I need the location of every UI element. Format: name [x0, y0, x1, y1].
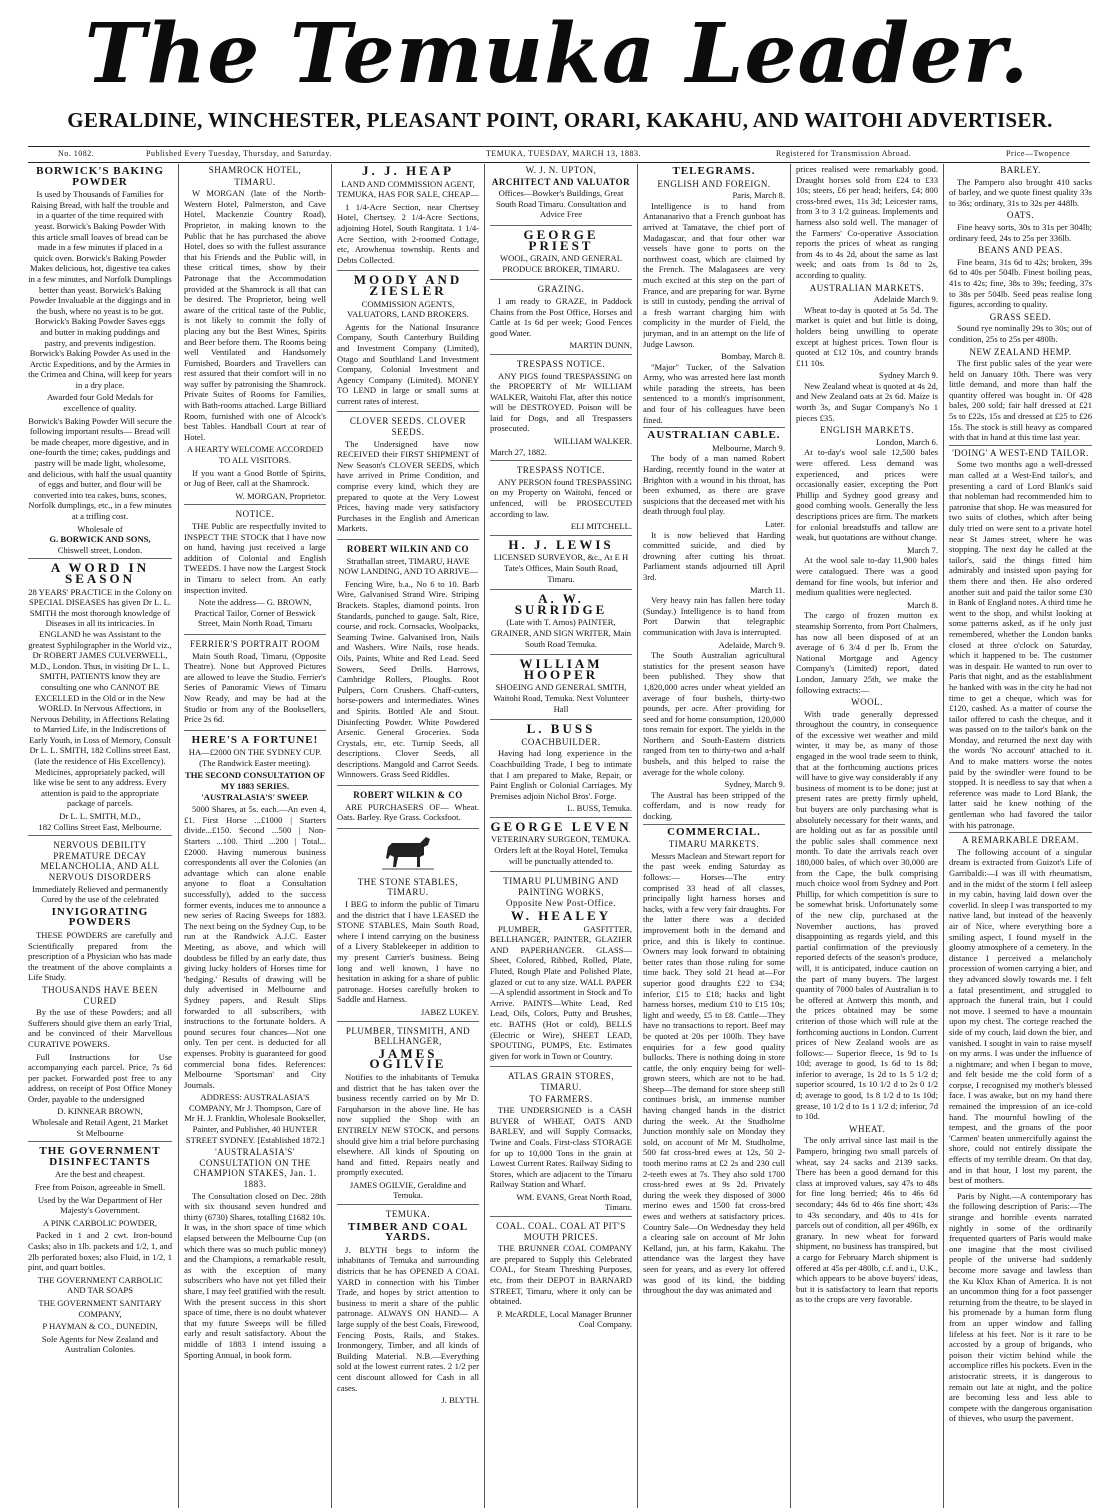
advert-body: THE UNDERSIGNED is a CASH BUYER of WHEAT, OATS AND BARLEY, and will Supply Cornsacks, Twine and Coals. First-class STORAGE for up to 10,000 Tons in the grain at Lowest Current Rates. Railway Siding to Stores, which are adjacent to the Timaru Railway Station and Wharf. [490, 1105, 632, 1190]
advert-title: SHAMROCK HOTEL, [208, 165, 302, 175]
article-body: Some two months ago a well-dressed man called at a West-End tailor's, and presenting a card of Lord Blank's said that nobleman had recommended him to patronise that shop. He was measured for two suits of clothes, which after being duly tried on were sent to a private hotel near St James street, where he was stopping. The next day he called at the tailor's, said the things fitted him admirably and insisted upon paying for them there and then. He also ordered another suit and paid the tailor some £30 in Bank of England notes. A third time he went to the shop, and whilst looking at some patterns asked, as if he only just remembered, whether the London banks closed at three o'clock on Saturday, which it happened to be. The customer was in despair. He wanted to run over to Paris that night, and as the establishment he banked with was in the city he had not time to get a cheque, which was for £120, cashed. As a matter of course the tailor offered to cash the cheque, and it was passed on to the tailor's bank on the Monday, and returned the next day with the words 'No account' attached to it. And to make matters worse the notes paid by the swindler were found to be stopped. It is needless to say that when a reference was made to Lord Blank, the latter said he knew nothing of the gentleman who had favored the tailor with his patronage. [949, 459, 1092, 830]
top-rule [28, 146, 1090, 147]
advert-signature: Chiswell street, London. [57, 544, 143, 555]
advert-title: W. HEALEY [510, 908, 612, 924]
article-body: Paris by Night.—A contemporary has the following description of Paris:—The strange and horrible events narrated nightly in some of the ordinarily frequented quarters of Paris would make one imagine that the most civilised people of the universe had suddenly become more savage and lawless than the Ku Klux Khan of America. It is not an uncommon thing for a foot passenger returning from the theatre, to be slayed in his promenade by a human form flung from an upper window and falling lifeless at his feet. Nor is it rare to be accosted by a group of brigands, who poison their victim behind while the accomplice rifles his pockets. Even in the aristocratic streets, it is dangerous to remain out late at night, and the police are becoming less and less able to compete with the dangerous organisation of thieves, who usurp the pavement. [949, 1188, 1092, 1424]
column-2 [184, 164, 326, 1508]
article-body: New Zealand wheat is quoted at 4s 2d, and New Zealand oats at 2s 6d. Maize is worth 3s, and Sugar Company's No 1 pieces £35. [796, 380, 938, 423]
advert-body: LICENSED SURVEYOR, &c., At E H Tate's Offices, Main South Road, Timaru. [493, 552, 629, 584]
advert-title: THE GOVERNMENT DISINFECTANTS [39, 1145, 161, 1168]
article-body: The only arrival since last mail is the Pampero, bringing two small parcels of wheat, say 24 sacks and 2139 sacks. There has been a good demand for this class at improved values, say 47s to 48s for fine long berried; 46s to 46s 6d secondary; 44s 6d to 46s fine short; 43s to 43s secondary, and 40s to 41s for parcels out of condition, all per 496lb, ex granary. In new wheat for forward shipment, no business has transpired, but a cargo for February March shipment is offered at 45s per 480lb, c.f. and i., U.K., which appears to be above buyers' ideas, but it is satisfactory to learn that reports as to the crops are very favorable. [796, 1135, 938, 1305]
advert-signature: ELI MITCHELL. [570, 521, 632, 532]
horse-illustration [380, 833, 436, 873]
column-rule [484, 164, 485, 1508]
advert-signature: WILLIAM WALKER. [553, 436, 632, 447]
advert-heap [337, 166, 479, 271]
advert-title: JAMES OGILVIE [369, 1045, 447, 1072]
advert-body: Having had long experience in the Coachbuilding Trade, I beg to intimate that I am prepared to Make, Repair, or Paint English or Colonial Carriages. My Premises adjoin Nichol Bros'. Forge. [490, 748, 632, 801]
advert-signature: JABEZ LUKEY. [420, 1006, 479, 1017]
advert-body: By the use of these Powders; and all Sufferers should give them an early Trial, and be convinced of their Marvellous CURATIVE POWERS. [28, 1007, 172, 1049]
page-columns [28, 164, 1092, 1508]
section-subheading: TIMARU MARKETS. [668, 839, 760, 850]
dateline-place: Bombay, March 8. [721, 351, 785, 362]
advert-subtitle: TO FARMERS. [529, 1093, 593, 1104]
advert-title: A WORD IN SEASON [50, 560, 150, 586]
advert-body: Notifies to the inhabitants of Temuka and district that he has taken over the business recently carried on by Mr D. Farquharson in the above line. He has now supplied the Shop with an ENTIRELY NEW STOCK, and persons should give him a trial before purchasing elsewhere. All kinds of Spouting on hand and fitted. Repairs neatly and promptly executed. [337, 1071, 479, 1178]
column-3 [337, 164, 479, 1508]
section-subheading: OATS. [1006, 210, 1035, 221]
dateline-place: March 11. [750, 584, 785, 595]
advert-body: Used by the War Department of Her Majesty's Government. [37, 1194, 163, 1216]
article-body: "Major" Tucker, of the Salvation Army, who was arrested here last month while parading the streets, has been sentenced to a month's imprisonment, and four of his colleagues have been fined. [643, 361, 785, 425]
advert-title: NOTICE. [235, 509, 275, 520]
article-body: At to-day's wool sale 12,500 bales were offered. Less demand was experienced, and prices were occasionally easier, excepting the Port Phillip and Sydney good greasy and good combing wools. Generally the less descriptions prices are firm. The markets for colonial breadstuffs and tallow are weak, but quotations are without change. [796, 447, 938, 543]
section-subheading: AUSTRALIAN MARKETS. [809, 282, 925, 293]
advert-signature: W. MORGAN, Proprietor. [235, 490, 326, 501]
column-5 [643, 164, 785, 1508]
advert-body: Immediately Relieved and permanently Cured by the use of the celebrated [32, 883, 168, 905]
article-body: With trade generally depressed throughout the country, in consequence of the excessive wet weather and mild winter, it may be, as many of those engaged in the wool trade seem to think, that at the forthcoming auctions prices will have to give way considerably if any business of moment is to be done; just at present rates are pretty firmly upheld, but buyers are only purchasing what is absolutely necessary for their wants, and are holding out as far as possible until the public sales shall commence next month. To date the arrivals reach over 180,000 bales, of which over 30,000 are from the Cape, the bulk comprising much choice wool from Sydney and Port Phillip, for which competition is sure to be somewhat brisk. Unfortunately some of the new clip, purchased at the November auctions, has proved disappointing as regards yield, and this partial confirmation of the previously reported defects of the season's produce, will, it is anticipated, induce caution on the part of many buyers. The largest quantity of 7000 bales of Australian is to be offered at Antwerp this month, and the prices obtained may be some criterion of those which will rule at the forthcoming auctions in London. Current prices of New Zealand wools are as follows:— Superior fleece, 1s 9d to 1s 10d; average to good, 1s 6d to 1s 8d; inferior to average, 1s 2d to 1s 5 1/2 d; superior scoured, 1s 10 1/2 d to 2s 0 1/2 d; average to good, 1s 8 1/2 d to 1s 10d; grease, 10 1/2 d to 1s 1 1/2 d; inferior, 7d to 10d. [796, 708, 938, 1122]
advert-fortune [184, 735, 326, 1365]
advert-ferrier [184, 639, 326, 731]
advert-lewis [490, 536, 632, 590]
advert-title: TRESPASS NOTICE. [516, 358, 606, 369]
advert-title: INVIGORATING POWDERS [51, 905, 149, 929]
advert-body: Full Instructions for Use accompanying each parcel. Price, 7s 6d per packet. Forwarded post free to any address, on receipt of Post Office Money Order, payable to the undersigned [28, 1051, 172, 1104]
advert-title: GRAZING. [537, 284, 585, 295]
advert-title: WILLIAM HOOPER [519, 656, 603, 682]
advert-subtitle: TEMUKA. [385, 1209, 431, 1220]
section-heading: COMMERCIAL. [643, 824, 785, 838]
newspaper-title: The Temuka Leader. [84, 6, 1030, 102]
column-rule [943, 164, 944, 1508]
advert-wilkin [337, 544, 479, 786]
advert-body: SHOEING AND GENERAL SMITH, Waitohi Road, Temuka. Next Volunteer Hall [493, 682, 629, 714]
dateline-place: London, March 6. [875, 436, 938, 447]
section-heading: AUSTRALIAN CABLE. [643, 427, 785, 441]
advert-signature: Wholesale and Retail Agent, 21 Market St Melbourne [31, 1117, 169, 1138]
advert-title: ROBERT WILKIN AND CO [346, 544, 470, 554]
advert-body: VETERINARY SURGEON, TEMUKA. Orders left at the Royal Hotel, Temuka will be punctually attended to. [491, 834, 631, 866]
advert-title: GEORGE PRIEST [523, 226, 599, 253]
advert-body: THE BRUNNER COAL COMPANY are prepared to Supply this Celebrated COAL, for Steam Threshing Purposes, etc, from their DEPOT in BARNARD STREET, Timaru, where it only can be obtained. [490, 1243, 632, 1307]
advert-title: A. W. SURRIDGE [514, 591, 608, 617]
advert-shamrock-hotel [184, 165, 326, 505]
issue-date: TEMUKA, TUESDAY, MARCH 13, 1883. [486, 149, 641, 158]
advert-date: March 27, 1882. [490, 446, 547, 457]
advert-surridge [490, 591, 632, 655]
advert-body: LAND AND COMMISSION AGENT, TEMUKA, HAS FOR SALE, CHEAP— [337, 178, 479, 200]
advert-body: PLUMBER, GASFITTER, BELLHANGER, PAINTER, GLAZIER AND PAPERHANGER. GLASS—Sheet, Colored, Ribbed, Rolled, Plate, Fluted, Rough Plate and Polished Plate, glazed or cut to any size. WALL PAPER—A splendid assortment in Stock and To Arrive. PAINTS—White Lead, Red Lead, Oils, Colors, Putty and Brushes, etc. BATHS (Hot or cold), BELLS (Electric or Wire), SHEET LEAD, SPOUTING, PUMPS, Etc. Estimates given for work in Town or Country. [490, 923, 632, 1061]
article-body: Fine beans, 31s 6d to 42s; broken, 39s 6d to 40s per 504lb. Finest boiling peas, 41s to 42s; fine, 38s to 39s; feeding, 37s to 38s per 504lb. Seed peas realise long figures, according to quality. [949, 256, 1092, 310]
masthead [0, 0, 1114, 150]
advert-disinfectants [28, 1146, 172, 1360]
article-body: Very heavy rain has fallen here today (Sunday.) Intelligence is to hand from Port Darwin that telegraphic communication with Java is interrupted. [643, 595, 785, 637]
registered-line: Registered for Transmission Abroad. [776, 149, 912, 158]
article-body: Intelligence is to hand from Antananarivo that a French gunboat has arrived at Tamatave, the chief port of Madagascar, and that four other war vessels have gone to ports on the northwest coast, which are claimed by the French. The Malagasees are very much excited at this step on the part of France, and are preparing for war. Byrne is still in custody, pending the arrival of a fresh warrant charging him with complicity in the murder of Field, the juryman, and in an attempt on the life of Judge Lawson. [643, 200, 785, 349]
advert-signature: Wholesale of [77, 523, 123, 534]
advert-wilkin-purchasers [337, 790, 479, 829]
newspaper-subtitle: GERALDINE, WINCHESTER, PLEASANT POINT, ORARI, KAKAHU, AND WAITOHI ADVERTISER. [67, 108, 1053, 132]
advert-leven [490, 818, 632, 872]
advert-title: THOUSANDS HAVE BEEN CURED [42, 984, 158, 1006]
advert-body: ANY PIGS found TRESPASSING on the PROPERTY of Mr WILLIAM WALKER, Waitohi Flat, after this notice will be DESTROYED. Poison will be laid for Dogs, and all Trespassers prosecuted. [490, 370, 632, 434]
advert-body: 28 YEARS' PRACTICE in the Colony on SPECIAL DISEASES has given Dr L. L. SMITH the most thorough knowledge of Diseases in all its intricacies. In ENGLAND he was Assistant to the greatest Syphilographer in the World viz., Dr ROBERT JAMES CULVERWELL, M.D., London. Thus, in visiting Dr L. L. SMITH, PATIENTS know they are consulting one who CANNOT BE EXCELLED in the Old or in the New WORLD. In Nervous Affections, in Nervous Debility, in Affections Relating to Married Life, in the Indiscretions of Early Youth, in Loss of Memory, Consult Dr L. L. SMITH, 182 Collins street East. (late the residence of His Excellency). Medicines, appropriately packed, will like wise be sent to any address. Every attention is paid to the appropriate package of parcels. [28, 586, 172, 809]
advert-body: THESE POWDERS are carefully and Scientifically prepared from the prescription of a Physician who has made the treatment of the above complaints a Life Study. [28, 929, 172, 983]
article-body: It is now believed that Harding committed suicide, and died by drowning after cutting his throat. Parliament stands adjourned till April 3rd. [643, 529, 785, 582]
advert-body: COMMISSION AGENTS, VALUATORS, LAND BROKERS. [347, 298, 469, 320]
advert-body: THE Public are respectfully invited to INSPECT THE STOCK that I have now on hand, having just received a large addition of Colonial and English TWEEDS. I have now the Largest Stock in Timaru to select from. An early inspection invited. [184, 521, 326, 595]
advert-nervous-debility [28, 840, 172, 1142]
dateline-place: Adelaide, March 9. [718, 639, 785, 650]
advert-body: ADDRESS: AUSTRALASIA'S COMPANY, Mr J. Thompson, Care of Mr H. J. Franklin, Wholesale Bookseller, Painter, and Publisher, 40 HUNTER STREET SYDNEY. [Established 1872.] [184, 1092, 326, 1145]
advert-body: 5000 Shares, at 5s. each.—An even 4, £1. First Horse ...£1000 | Starters divide...£150. Second ...500 | Non-Starters ...100. Third ...200 | Total...£2000. Having numerous business correspondents all over the Colonies (an advantage which can alone enable anyone to float a Consultation successfully), added to the success former events, induces me to announce a new series of Racing Sweeps for 1883. The next being on the Sydney Cup, to be run at the Randwick A.J.C. Easter Meeting, as above, and which will doubtless be filled by an early date, thus giving lucky holders of Horses time for 'hedging.' Results of drawing will be duly advertised in Melbourne and Sydney papers, and Result Slips forwarded to all subscribers, with instructions to the fortunate holders. A pound secures four chances—Not one only. Ten per cent. is deducted for all expenses. Probity is guaranteed for good commercial bona fides. References: Melbourne 'Sportsman' and City Journals. [184, 804, 326, 1090]
article-heading: 'DOING' A WEST-END TAILOR. [949, 445, 1092, 459]
dateline-place: Sydney, March 9. [724, 779, 785, 790]
section-heading: TELEGRAMS. [672, 165, 756, 177]
advert-signature: L. BUSS, Temuka. [567, 803, 632, 814]
advert-title: BORWICK'S BAKING POWDER [36, 165, 164, 188]
advert-body: ARE PURCHASERS OF— Wheat. Oats. Barley. Rye Grass. Cocksfoot. [337, 801, 479, 823]
advert-upton [490, 165, 632, 226]
article-body: The first public sales of the year were held on January 10th. There was very little demand, and more than half the quantity offered was bought in. Of 428 bales, 200 sold; fair half dressed at £21 5s to £22s, 15s and dressed at £25 to £26 15s. The stock is still heavy as compared with that in hand at this time last year. [949, 358, 1092, 443]
advert-signature: 182 Collins Street East, Melbourne. [38, 821, 162, 832]
advert-title: H. J. LEWIS [508, 536, 614, 552]
advert-title: MOODY AND ZIESLER [353, 272, 463, 298]
advert-body: Strathallan street, TIMARU, HAVE NOW LANDING, AND TO ARRIVE— [338, 555, 478, 577]
advert-title: TIMBER AND COAL YARDS. [347, 1220, 469, 1244]
column-rule [790, 164, 791, 1508]
advert-body: Packed in 1 and 2 cwt. Iron-bound Casks; also in 1lb. packets and 1/2, 1, and 2lb perforated boxes; also Fluid, in 1/2, 1 pint, and quart bottles. [28, 1230, 172, 1273]
advert-title: THE STONE STABLES, TIMARU. [357, 876, 459, 898]
section-subheading: WOOL. [851, 697, 883, 708]
issue-number: No. 1082. [58, 149, 95, 158]
advert-title: W. J. N. UPTON, [525, 165, 597, 175]
advert-title: TIMARU PLUMBING AND PAINTING WORKS, [503, 876, 619, 897]
advert-clover-seeds [337, 416, 479, 540]
advert-title: J. J. HEAP [361, 164, 455, 178]
advert-moody-ziesler [337, 272, 479, 412]
column-6 [796, 164, 938, 1508]
dateline-place: Melbourne, March 9. [711, 442, 785, 453]
article-body: Messrs Maclean and Stewart report for the past week ending Saturday as follows:— Horses—The entry comprised 33 head of all classes, principally light harness horses and hacks, with a few very fair draughts. For the latter there was a decided improvement both in the demand and price, and this is likely to continue. Owners may look forward to obtaining better rates than those ruling for some time back. They sold 21 head at—For superior good draughts £22 to £34; inferior, £15 to £18; hacks and light harness horses, medium £10 to £15 10s; light and weedy, £5 to £8. Cattle—They have no transactions to report. Beef may be quoted at 20s per 100lb. They have enquiries for a few good quality bullocks. There is nothing doing in store cattle, the only enquiry being for well-grown steers, which are not to be had. Sheep—The demand for store sheep still continues brisk, an immense number having changed hands in the district during the week. At the Studholme Junction monthly sale on Monday they sold, on account of Mr M. Studholme, 500 fat cross-bred ewes at 12s, 50 2-tooth merino rams at £2 2s and 230 cull 2-teeth ewes at 7s. They also sold 1700 cross-bred ewes at 9s 2d. Privately during the week they disposed of 3000 merino ewes and 1500 fat cross-bred ewes and wethers at satisfactory prices. Country Sale—On Wednesday they held a clearing sale on account of Mr John Kelland, jun, at his farm, Kakahu. The attendance was the largest they have seen for years, and as every lot offered was good of its kind, the bidding throughout the day was animated and [643, 850, 785, 1296]
article-body: At the wool sale to-day 11,900 bales were catalogued. There was a good demand for fine wools, but inferior and medium qualities were neglected. [796, 555, 938, 598]
advert-subtitle: PLUMBER, TINSMITH, AND BELLHANGER, [345, 1025, 471, 1047]
article-heading: A REMARKABLE DREAM. [949, 832, 1092, 846]
advert-title: ROBERT WILKIN & CO [353, 790, 463, 801]
article-body: Fine heavy sorts, 30s to 31s per 304lb; ordinary feed, 24s to 25s per 336lb. [949, 221, 1092, 243]
advert-body: Fencing Wire, b.a., No 6 to 10. Barb Wire, Galvanised Strand Wire. Striping Brackets. Staples, diamond points. Iron Standards, punched to gauge. Salt, Rice, course, and rock. Cornsacks, Woolpacks, Seaming Twine. Galvanised Iron, Nails and Washers. Wire Nails, rose heads. Oils, Paints, White and Red Lead. Seed Sowers, Seed Drills. Harrows, Cambridge Rollers, Ploughs. Root Pulpers, Corn Crushers. Chaff-cutters, horse-powers and intermediates. Wines and Spirits. Bottled Ale and Stout. Disinfecting Powder. White Powdered Arsenic. General Groceries. Soda Crystals, etc, etc. Turnip Seeds, all descriptions. Clover Seeds, all descriptions. Mangold and Carrot Seeds. Winnowers. Grass Seed Riddles. [337, 578, 479, 780]
advert-atlas [490, 1071, 632, 1217]
advert-title: TRESPASS NOTICE. [516, 465, 606, 476]
advert-body: A HEARTY WELCOME ACCORDED TO ALL VISITORS. [186, 444, 324, 466]
advert-signature: G. BORWICK AND SONS, [49, 534, 151, 545]
advert-body: The Consultation closed on Dec. 28th with six thousand seven hundred and thirty (6730) Shares, totalling £1682 10s. It was, in the short space of time which elapsed between the Melbourne Cup (on which there was so much public money) and the Champions, a remarkable result, as with the exception of many subscribers who have not yet filled their share, I may feel gratified with the result. With the present success in this short space of time, there is no doubt whatever that my future Sweeps will be filled early and result satisfactory. About the middle of 1883 I intend issuing a Sporting Annual, in book form. [184, 1190, 326, 1360]
advert-subtitle: ARCHITECT AND VALUATOR [491, 176, 631, 187]
dateline-place: Adelaide March 9. [873, 294, 938, 305]
advert-title: FERRIER'S PORTRAIT ROOM [190, 638, 320, 649]
dateline [28, 148, 1090, 162]
article-body: The following account of a singular dream is extracted from Guizot's Life of Garribaldi:—I was ill with rheumatism, and in the midst of the storm I fell asleep in my cabin, having laid down over the coverlid. In sleep I was transported to my native land, but instead of the heavenly air of Nice, where everything bore a smiling aspect, I found myself in the gloomy atmosphere of a cemetery. In the distance I perceived a melancholy procession of women carrying a bier, and they advanced slowly towards me. I felt a fatal presentiment, and struggled to approach the funeral train, but I could not move. I seemed to have a mountain upon my chest. The cortege reached the side of my couch, laid down the bier, and vanished. I sought in vain to raise myself on my arms. I was under the influence of a nightmare; and when I began to move, and felt beside me the cold form of a corpse, I recognised my mother's blessed face. I was awake, but on my hand there remained the impression of an ice-cold hand. The mournful howling of the tempest, and the groans of the poor 'Carmen' beaten unmercifully against the shore, could not entirely dissipate the effects of my terrible dream. On that day, and in that hour, I lost my parent, the best of mothers. [949, 846, 1092, 1186]
section-subheading: WHEAT. [848, 1123, 886, 1134]
advert-body: Offices—Bowker's Buildings, Great South Road Timaru. Consultation and Advice Free [495, 188, 627, 220]
dateline-place: Later. [765, 519, 785, 529]
column-rule [178, 164, 179, 1508]
advert-body: Is used by Thousands of Families for Raising Bread, with half the trouble and in a quarter of the time required with yeast. Borwick's Baking Powder With this article small loaves of bread can be made in a few minutes if placed in a quick oven. Borwick's Baking Powder Makes delicious, hot, digestive tea cakes in a few minutes, and Norfolk Dumplings better than yeast. Borwick's Baking Powder Invaluable at the diggings and in the bush, where no yeast is to be got. Borwick's Baking Powder Saves eggs and butter in making puddings and pastry, and prevents indigestion. Borwick's Baking Powder As used in the Arctic Expeditions, and by the Armies in the Crimea and China, will keep for years in a dry place. [28, 189, 172, 390]
advert-body: THE SECOND CONSULTATION OF MY 1883 SERIES. 'AUSTRALASIA'S' SWEEP. [185, 770, 325, 802]
advert-timber-coal [337, 1209, 479, 1409]
article-body: The cargo of frozen mutton ex steamship Sorrento, from Port Chalmers, has now all been disposed of at an average of 6 3/4 d per lb. From the National Mortgage and Agency Company's (Limited) report, dated London, January 25th, we make the following extracts:— [796, 610, 938, 695]
advert-body: Agents for the National Insurance Company, South Canterbury Building and Investment Company (Limited), Otago and Southland Land Investment Company, Colonial Investment and Agency Company (Limited). MONEY TO LEND in large or small sums at current rates of interest. [337, 321, 479, 406]
advert-title: ATLAS GRAIN STORES, TIMARU. [507, 1071, 615, 1092]
article-body: Sound rye nominally 29s to 30s; out of condition, 25s to 25s per 480lb. [949, 323, 1092, 344]
article-body: The Austral has been stripped of the cofferdam, and is now ready for docking. [643, 789, 785, 822]
advert-body: WOOL, GRAIN, AND GENERAL PRODUCE BROKER, TIMARU. [500, 253, 622, 274]
advert-body: Note the address— G. BROWN, Practical Tailor, Corner of Beswick Street, Main North Road, Timaru [194, 597, 316, 629]
advert-signature: MARTIN DUNN, [569, 340, 632, 351]
section-subheading: BARLEY. [1000, 165, 1041, 175]
advert-coal [490, 1221, 632, 1333]
column-rule [331, 164, 332, 1508]
advert-body: Borwick's Baking Powder Will secure the following important results— Bread will be made cheaper, more digestive, and in one-fourth the time; cakes, puddings and pastry will be made light, wholesome, and delicious, with half the usual quantity of eggs and butter, and flour will be converted into tea cakes, buns, scones, Norfolk dumplings, etc., in a few minutes at a trifling cost. [28, 415, 172, 521]
published-line: Published Every Tuesday, Thursday, and Saturday. [146, 149, 332, 158]
advert-body: Are the best and cheapest. [55, 1169, 145, 1180]
advert-signature: J. BLYTH. [441, 1395, 479, 1406]
advert-buss [490, 721, 632, 818]
section-subheading: GRASS SEED. [989, 311, 1052, 322]
advert-body: W MORGAN (late of the North-Western Hotel, Palmerston, and Cave Hotel, Mackenzie Country Road), Proprietor, in making known to the Public that he has purchased the above Hotel, does so with the fullest assurance that his Friends and the Public will, in these critical times, show by their Patronage that the Accommodation provided at the Shamrock is all that can be desired. The Proprietor, being well aware of the critical taste of the Public, is not likely to commit the folly of placing any but the Best Wines, Spirits and Beer before them. The Rooms being well Ventilated and Handsomely Furnished, Boarders and Travellers can rest assured that their comfort will in no way suffer by patronising the Shamrock. Private Suites of Rooms for Families, with Bath-rooms attached. Large Billiard Room, furnished with one of Alcock's best Tables. Handball Court at rear of Hotel. [184, 188, 326, 442]
section-subheading: BEANS AND PEAS. [978, 245, 1063, 256]
advert-body: The Undersigned have now RECEIVED their FIRST SHIPMENT of New Season's CLOVER SEEDS, which have arrived in Prime Condition, and comprise every kind, which they are prepared to quote at the Very Lowest Prices, having made very satisfactory Purchases in the English and American Markets. [337, 438, 479, 534]
advert-grazing [490, 284, 632, 355]
column-1 [28, 164, 172, 1508]
section-subheading: ENGLISH MARKETS. [819, 425, 914, 436]
advert-title: CLOVER SEEDS. CLOVER SEEDS. [349, 416, 467, 438]
advert-ogilvie [337, 1026, 479, 1206]
advert-title: 'AUSTRALASIA'S' CONSULTATION ON THE CHAMPION STAKES, Jan. 1. 1883. [193, 1147, 317, 1190]
advert-body: THE GOVERNMENT SANITARY COMPANY, [38, 1297, 162, 1319]
advert-title: NERVOUS DEBILITY PREMATURE DECAY MELANCHOLIA, AND ALL NERVOUS DISORDERS [40, 840, 160, 882]
advert-body: ANY PERSON found TRESPASSING on my Property on Waitohi, fenced or unfenced, will be PROSECUTED according to law. [490, 476, 632, 519]
advert-body: 1 1/4-Acre Section, near Chertsey Hotel, Chertsey. 2 1/4-Acre Sections, adjoining Hotel, South Rangitata. 1 1/4-Acre Section, with 2-roomed Cottage, etc, Arowhenua township. Rents and Debts Collected. [337, 201, 479, 265]
column-4 [490, 164, 632, 1508]
advert-borwick [28, 166, 172, 559]
advert-body: I BEG to inform the public of Timaru and the district that I have LEASED the STONE STABLES, Main South Road, where I intend carrying on the business of a Livery Stablekeeper in addition to my present Carrier's business. Being long and well known, I have no hesitation in asking for a share of public patronage. Horses carefully broken to Saddle and Harness. [337, 899, 479, 1005]
advert-body: Awarded four Gold Medals for excellence of quality. [46, 392, 154, 414]
column-7 [949, 164, 1092, 1508]
advert-signature: P. McARDLE, Local Manager Brunner Coal Company. [496, 1308, 632, 1330]
dateline-place: March 7. [906, 544, 938, 555]
column-rule [637, 164, 638, 1508]
advert-trespass-walker [490, 359, 632, 461]
advert-body: HA—£2000 ON THE SYDNEY CUP. (The Randwick Easter meeting). [188, 747, 322, 768]
dateline-place: Paris, March 8. [732, 190, 785, 201]
advert-body: (Late with T. Amos) PAINTER, GRAINER, AND SIGN WRITER, Main South Road Temuka. [490, 617, 632, 649]
section-subheading: ENGLISH AND FOREIGN. [657, 178, 771, 189]
advert-title: HERE'S A FORTUNE! [191, 733, 319, 746]
article-body: prices realised were remarkably good. Draught horses sold from £24 to £33 10s; steers, £6 per head; heifers, £4; 800 cross-bred ewes, 11s 3d; Leicester rams, from 3 to 3 1/2 guineas. Implements and harness also sold well. The manager of the Farmers' Co-operative Association reports the prices of wheat as ranging from 4s to 4s 2d, about the same as last week; and oats from 1s 8d to 2s, according to quality. [796, 164, 938, 280]
advert-body: Sole Agents for New Zealand and Australian Colonies. [41, 1333, 159, 1355]
section-subheading: NEW ZEALAND HEMP. [969, 346, 1072, 357]
dateline-place: Sydney March 9. [879, 370, 938, 381]
advert-body: Main South Road, Timaru, (Opposite Theatre). None but Approved Pictures are allowed to leave the Studio. Ferrier's Series of Panoramic Views of Timaru Now Ready, and may be had at the Studio or from any of the Booksellers, Price 2s 6d. [184, 650, 326, 725]
advert-notice-brown [184, 509, 326, 635]
advert-body: I am ready to GRAZE, in Paddock Chains from the Post Office, Horses and Cattle at 1s 6d per week; Good Fences good Water. [490, 295, 632, 338]
advert-body: THE GOVERNMENT CARBOLIC AND TAR SOAPS [37, 1274, 163, 1296]
article-body: The Pampero also brought 410 sacks of barley, and we quote finest quality 33s to 36s; ordinary, 31s to 32s per 448lb. [949, 176, 1092, 208]
advert-subtitle: Opposite New Post-Office. [505, 898, 617, 909]
advert-body: J. BLYTH begs to inform the inhabitants of Temuka and surrounding districts that he has OPENED A COAL YARD in connection with his Timber Trade, and hopes by strict attention to business to merit a share of the public patronage. ALWAYS ON HAND— A large supply of the best Coals, Firewood, Fencing Posts, Rails, and Stakes. Ironmongery, Timber, and all kinds of Building Material. N.B.—Everything sold at the lowest current rates. 2 1/2 per cent discount allowed for Cash in all cases. [337, 1244, 479, 1393]
advert-priest [490, 226, 632, 280]
advert-signature: Dr L. L. SMITH, M.D., [59, 811, 141, 822]
advert-subtitle: COACHBUILDER. [521, 736, 601, 747]
article-body: Wheat to-day is quoted at 5s 5d. The market is quiet and but little is doing, holders being unwilling to operate except at highest prices. Town flour is quoted at £12 10s, and country brands £11 10s. [796, 304, 938, 368]
article-body: The South Australian agricultural statistics for the present season have been published. They show that 1,820,000 acres under wheat yielded an average of four bushels, thirty-two pounds, per acre. After providing for seed and for home consumption, 120,000 tons remain for export. The yields in the Northern and South-Eastern districts ranged from ten to thirty-two and a-half bushels, and this helped to raise the average for the whole colony. [643, 650, 785, 777]
advert-body: P HAYMAN & CO., DUNEDIN, [42, 1321, 158, 1332]
advert-hooper [490, 656, 632, 720]
advert-signature: JAMES OGILVIE, Geraldine and Temuka. [349, 1179, 467, 1201]
advert-subtitle: TIMARU. [234, 176, 276, 187]
advert-title: COAL. COAL. COAL AT PIT'S MOUTH PRICES. [496, 1221, 626, 1242]
advert-word-in-season [28, 560, 172, 836]
article-body: The body of a man named Robert Harding, recently found in the water at Brighton with a wound in his throat, has been exhumed, as there are grave suspicions that the deceased met with his death through foul play. [643, 453, 785, 517]
price: Price—Twopence [1006, 149, 1071, 158]
advert-title: GEORGE LEVEN [490, 818, 632, 834]
advert-signature: WM. EVANS, Great North Road, Timaru. [516, 1191, 632, 1213]
dateline-place: March 8. [906, 599, 938, 610]
advert-body: Free from Poison, agreeable in Smell. [34, 1182, 166, 1193]
advert-title: L. BUSS [526, 721, 596, 737]
advert-healey [490, 876, 632, 1067]
advert-signature: D. KINNEAR BROWN, [57, 1106, 143, 1117]
advert-body: A PINK CARBOLIC POWDER, [42, 1217, 158, 1228]
dateline-rule [28, 162, 1090, 163]
advert-trespass-mitchell [490, 465, 632, 536]
advert-body: If you want a Good Bottle of Spirits, or Jug of Beer, call at the Shamrock. [184, 467, 326, 489]
advert-stone-stables [337, 877, 479, 1022]
